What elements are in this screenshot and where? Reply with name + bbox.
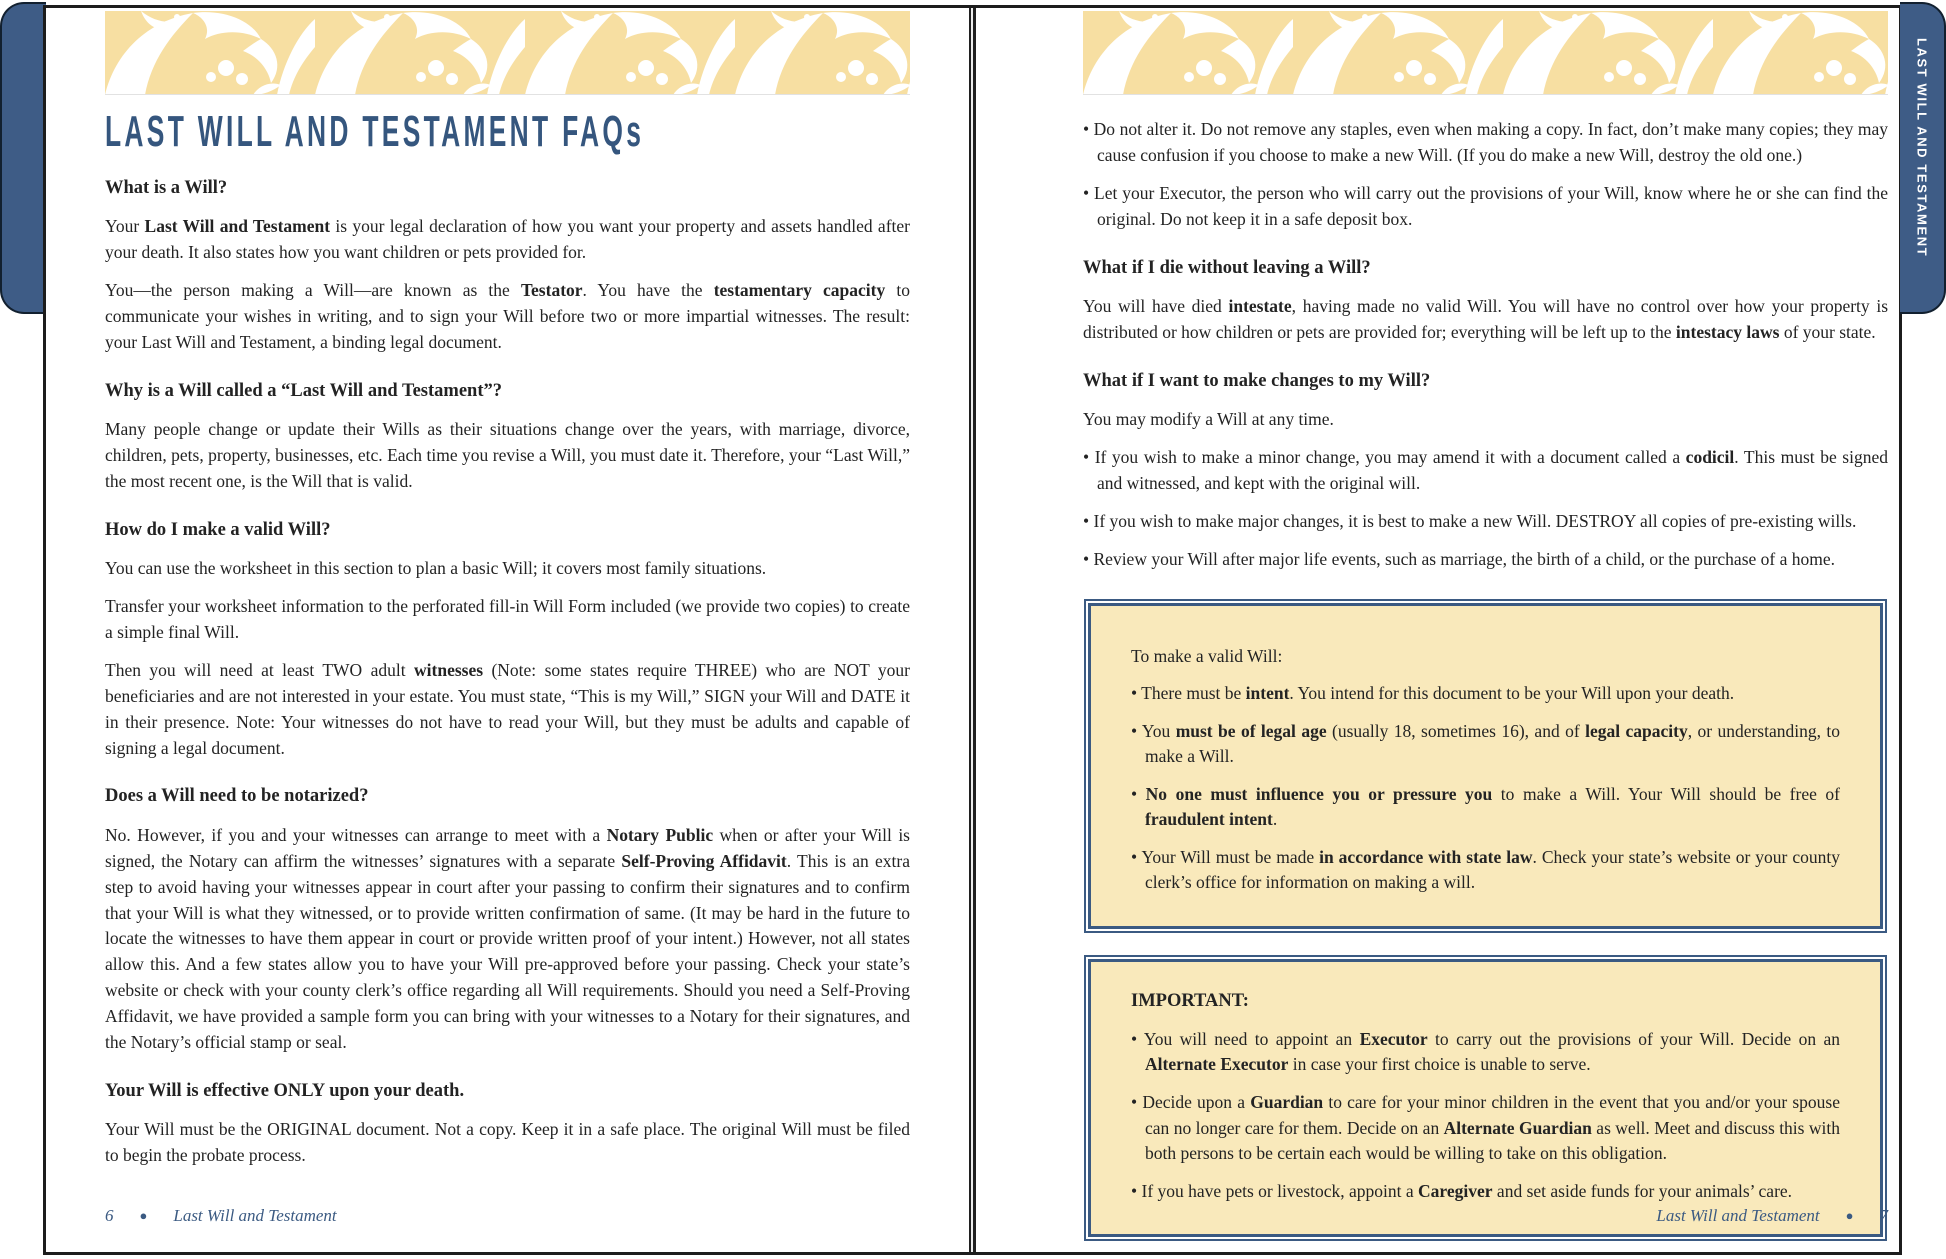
paragraph: Then you will need at least TWO adult witnesses (Note: some states require THREE) who are NOT your beneficiaries and are not interested in your estate. You must state, “This is my Will,” SIGN your Will and DATE it in their presence. Note: Your witnesses do not have to read your Will, but they must be adults and capable of signing a legal document.	[105, 659, 910, 758]
paragraph: You—the person making a Will—are known as the Testator. You have the testamentary capacity to communicate your wishes in writing, and to sign your Will before two or more impartial witnesses. The result: your Last Will and Testament, a binding legal document.	[105, 280, 911, 352]
bullet-item: • Review your Will after major life events, such as marriage, the birth of a child, or the purchase of a home.	[1083, 548, 1835, 569]
question-heading: What if I want to make changes to my Will?	[1083, 370, 1431, 391]
bullet-item: • You must be of legal age (usually 18, sometimes 16), and of legal capacity, or understanding, to make a Will.	[1131, 720, 1841, 767]
right-page-body	[1083, 117, 1888, 573]
important-box	[1088, 959, 1883, 1237]
book-spine	[969, 8, 976, 1252]
paragraph: No. However, if you and your witnesses can arrange to meet with a Notary Public when or after your Will is signed, the Notary can affirm the witnesses’ signatures with a separate Self-Proving Affidavit. This is an extra step to avoid having your witnesses appear in court after your passing to confirm their signatures and to confirm that your Will is what they witnessed, or to provide written confirmation of same. (It may be hard in the future to locate the witnesses to have them appear in court or provide written proof of your intent.) However, not all states allow this. And a few states allow you to have your Will pre-approved before your passing. Check your state’s website or check with your county clerk’s office regarding all Will requirements. Should you need a Self-Proving Affidavit, we have provided a sample form you can bring with your witnesses to a Notary for their signatures, and the Notary’s official stamp or seal.	[105, 824, 910, 1052]
question-heading: Your Will is effective ONLY upon your death.	[105, 1080, 465, 1101]
page-number: 6	[105, 1206, 114, 1225]
question-heading: What is a Will?	[105, 178, 228, 198]
bullet-item: • If you wish to make a minor change, you may amend it with a document called a codicil. This must be signed and witnessed, and kept with the original will.	[1083, 446, 1889, 493]
footer-separator: ●	[139, 1208, 148, 1223]
paragraph: Many people change or update their Wills as their situations change over the years, with marriage, divorce, children, pets, property, businesses, etc. Each time you revise a Will, you must date it. Therefore, your “Last Will,” the most recent one, is the Will that is valid.	[105, 419, 910, 491]
bullet-item: • No one must influence you or pressure you to make a Will. Your Will should be free of fraudulent intent.	[1131, 783, 1840, 830]
bullet-item: • Do not alter it. Do not remove any staples, even when making a copy. In fact, don’t make many copies; they may cause confusion if you choose to make a new Will. (If you do make a new Will, destroy the old one.)	[1083, 119, 1888, 165]
right-page-footer	[1083, 1206, 1888, 1226]
left-page	[105, 11, 910, 1169]
damask-band	[1083, 11, 1888, 95]
question-heading: What if I die without leaving a Will?	[1083, 257, 1371, 278]
footer-title: Last Will and Testament	[173, 1206, 337, 1225]
left-page-body	[105, 175, 910, 1169]
bullet-item: • If you have pets or livestock, appoint a Caregiver and set aside funds for your animals’ care.	[1131, 1180, 1793, 1201]
bullet-item: • If you wish to make major changes, it is best to make a new Will. DESTROY all copies of pre-existing wills.	[1083, 510, 1857, 531]
paragraph: You can use the worksheet in this section to plan a basic Will; it covers most family situations.	[105, 558, 767, 579]
question-heading: Why is a Will called a “Last Will and Testament”?	[105, 380, 502, 401]
damask-band	[105, 11, 910, 95]
right-page	[1083, 11, 1888, 1237]
valid-will-box	[1088, 603, 1883, 929]
footer-title: Last Will and Testament	[1656, 1206, 1820, 1225]
bullet-item: • Decide upon a Guardian to care for your minor children in the event that you and/or your spouse can no longer care for them. Decide on an Alternate Guardian as well. Meet and discuss this with both persons to be certain each would be willing to take on this obligation.	[1131, 1092, 1841, 1164]
bullet-item: • You will need to appoint an Executor to carry out the provisions of your Will. Decide on an Alternate Executor in case your first choice is unable to serve.	[1131, 1028, 1841, 1075]
question-heading: Does a Will need to be notarized?	[105, 786, 369, 807]
bullet-item: • Your Will must be made in accordance with state law. Check your state’s website or your county clerk’s office for information on making a will.	[1131, 846, 1840, 893]
section-tab-label: LAST WILL AND TESTAMENT	[1914, 38, 1930, 258]
page-number: 7	[1879, 1206, 1888, 1225]
paragraph: To make a valid Will:	[1131, 645, 1283, 666]
footer-separator: ●	[1845, 1208, 1854, 1223]
page-title: LAST WILL AND TESTAMENT FAQs	[105, 108, 645, 156]
paragraph: You will have died intestate, having made no valid Will. You will have no control over how your property is distributed or how children or pets are provided for; everything will be left up to the intestacy laws of your state.	[1083, 295, 1888, 342]
paragraph: Transfer your worksheet information to the perforated fill-in Will Form included (we provide two copies) to create a simple final Will.	[105, 596, 910, 643]
left-page-footer	[105, 1206, 910, 1226]
question-heading: How do I make a valid Will?	[105, 519, 331, 540]
paragraph: You may modify a Will at any time.	[1083, 409, 1334, 430]
previous-section-tab	[0, 2, 46, 314]
question-heading: IMPORTANT:	[1131, 990, 1249, 1011]
bullet-item: • There must be intent. You intend for this document to be your Will upon your death.	[1131, 683, 1735, 704]
section-tab-last-will	[1900, 2, 1946, 314]
bullet-item: • Let your Executor, the person who will carry out the provisions of your Will, know where he or she can find the original. Do not keep it in a safe deposit box.	[1083, 182, 1888, 229]
book-spread	[43, 5, 1902, 1255]
paragraph: Your Will must be the ORIGINAL document. Not a copy. Keep it in a safe place. The original Will must be filed to begin the probate process.	[105, 1119, 910, 1166]
paragraph: Your Last Will and Testament is your legal declaration of how you want your property and assets handled after your death. It also states how you want children or pets provided for.	[105, 216, 910, 263]
